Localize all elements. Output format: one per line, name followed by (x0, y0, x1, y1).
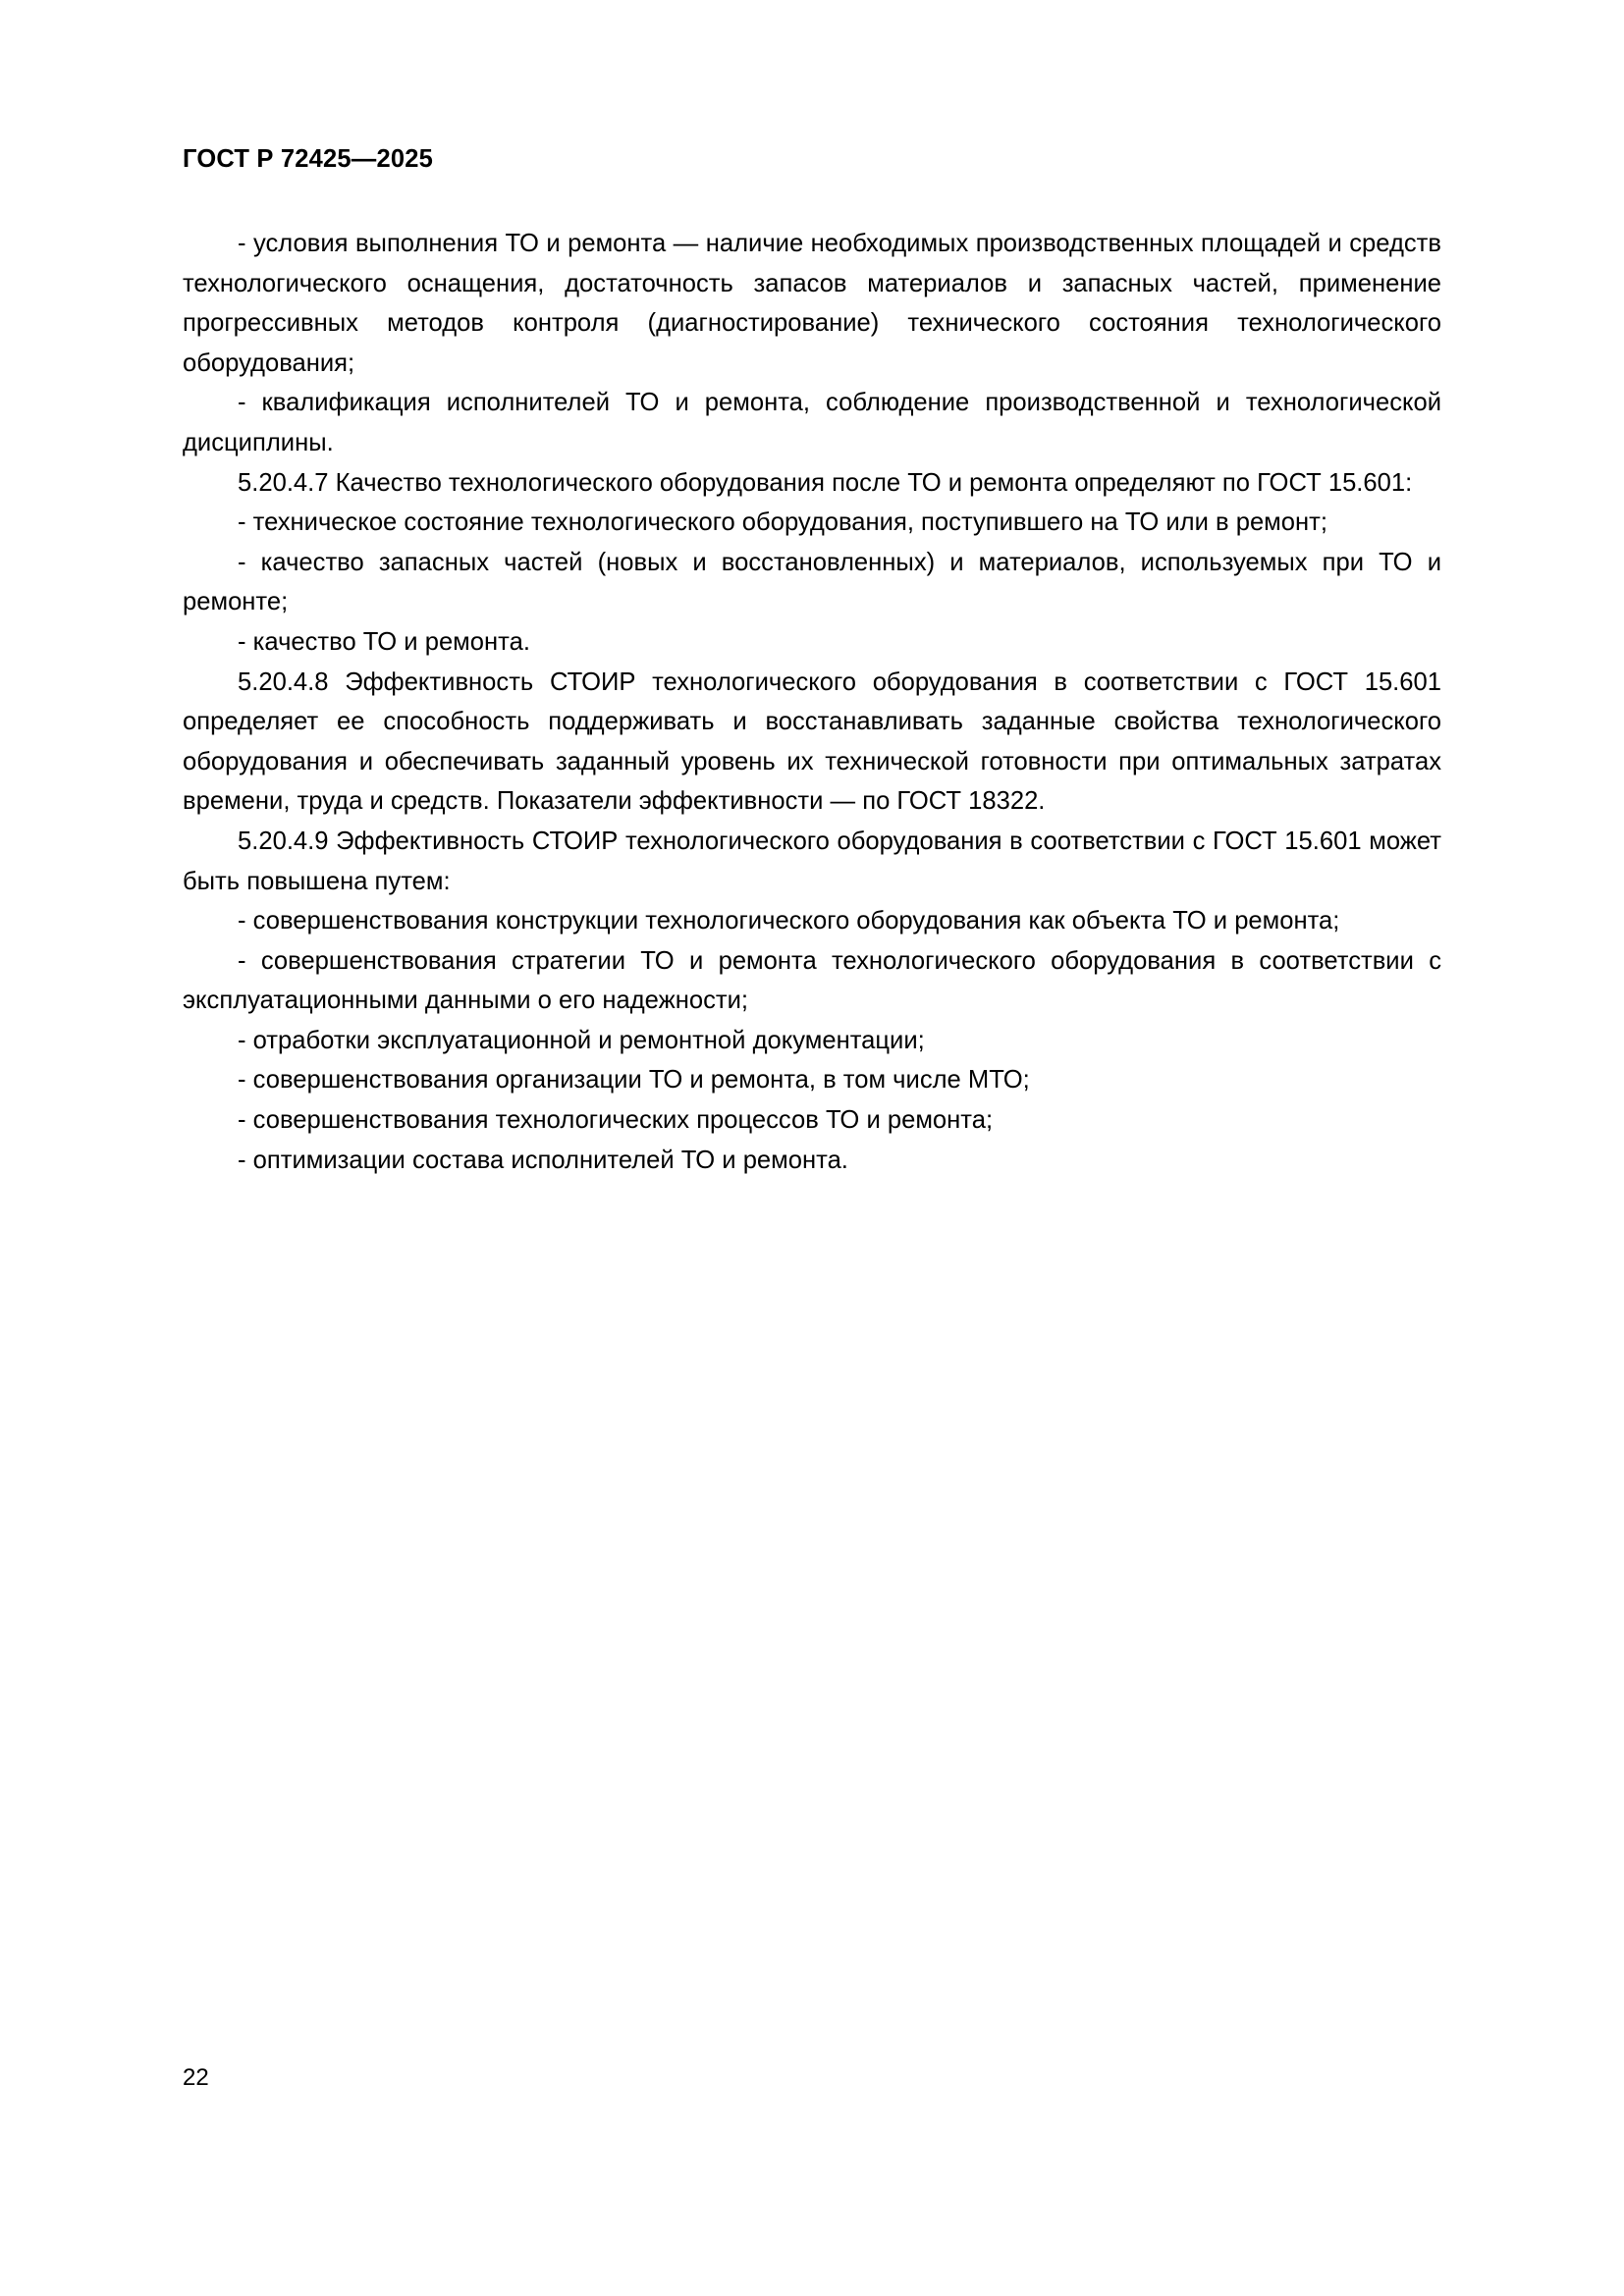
paragraph-clause-5-20-4-7: 5.20.4.7 Качество технологического оборудования после ТО и ремонта определяют по ГОСТ 15.601: (238, 468, 1413, 497)
paragraph-processes: - совершенствования технологических процессов ТО и ремонта; (238, 1106, 994, 1135)
paragraph-conditions: - условия выполнения ТО и ремонта — наличие необходимых производственных площадей и средств технологического оснащения, достаточность запасов материалов и запасных частей, применение прогрессивных методов контроля (диагностирование) технического состояния технологического оборудования; (183, 230, 1441, 377)
paragraph-clause-5-20-4-8: 5.20.4.8 Эффективность СТОИР технологического оборудования в соответствии с ГОСТ 15.601 определяет ее способность поддерживать и восстанавливать заданные свойства технологического оборудования и обеспечивать заданный уровень их технической готовности при оптимальных затратах времени, труда и средств. Показатели эффективности — по ГОСТ 18322. (183, 667, 1441, 816)
page-number: 22 (183, 2064, 209, 2091)
paragraph-improve-design: - совершенствования конструкции технологического оборудования как объекта ТО и ремонта; (238, 907, 1340, 935)
paragraph-improve-strategy: - совершенствования стратегии ТО и ремонта технологического оборудования в соответствии с эксплуатационными данными о его надежности; (183, 946, 1441, 1015)
paragraph-spare-parts: - качество запасных частей (новых и восстановленных) и материалов, используемых при ТО и ремонте; (183, 548, 1441, 616)
paragraph-quality-to-repair: - качество ТО и ремонта. (238, 627, 530, 656)
paragraph-clause-5-20-4-9: 5.20.4.9 Эффективность СТОИР технологического оборудования в соответствии с ГОСТ 15.601 может быть повышена путем: (183, 827, 1441, 895)
paragraph-technical-state: - техническое состояние технологического оборудования, поступившего на ТО или в ремонт; (238, 508, 1327, 537)
paragraph-performers: - оптимизации состава исполнителей ТО и ремонта. (238, 1146, 848, 1174)
paragraph-documentation: - отработки эксплуатационной и ремонтной документации; (238, 1026, 925, 1054)
page-body-content (183, 224, 1441, 1180)
paragraph-organization: - совершенствования организации ТО и ремонта, в том числе МТО; (238, 1066, 1030, 1095)
running-header-standard-number: ГОСТ Р 72425—2025 (183, 145, 434, 173)
paragraph-qualification: - квалификация исполнителей ТО и ремонта, соблюдение производственной и технологической дисциплины. (183, 389, 1441, 456)
